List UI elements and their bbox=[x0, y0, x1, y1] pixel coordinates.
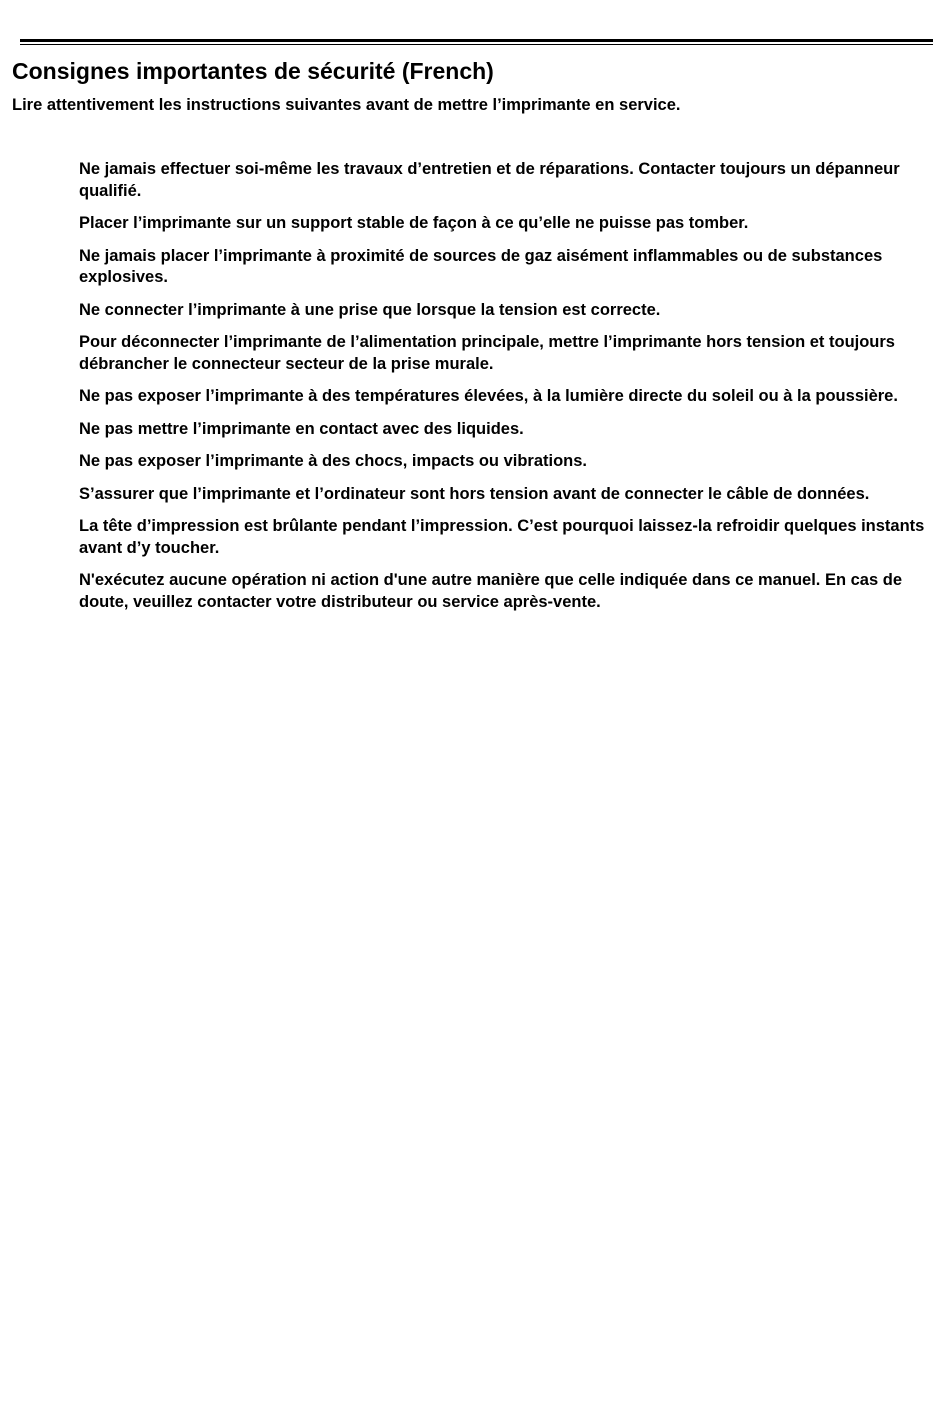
instruction-item: N'exécutez aucune opération ni action d'une autre manière que celle indiquée dans ce manuel. En cas de doute, veuillez contacter votre distributeur ou service après-vente. bbox=[79, 571, 903, 611]
header-rule-thin bbox=[20, 44, 933, 45]
instruction-item: Ne pas exposer l’imprimante à des chocs, impacts ou vibrations. bbox=[79, 452, 588, 470]
instruction-item: Ne jamais effectuer soi-même les travaux d’entretien et de réparations. Contacter toujours un dépanneur qualifié. bbox=[79, 160, 900, 200]
page-subtitle: Lire attentivement les instructions suivantes avant de mettre l’imprimante en service. bbox=[12, 96, 681, 114]
instruction-item: Ne pas mettre l’imprimante en contact avec des liquides. bbox=[79, 419, 524, 438]
instruction-item: Ne jamais placer l’imprimante à proximité de sources de gaz aisément inflammables ou de substances explosives. bbox=[79, 246, 883, 286]
instruction-item: Pour déconnecter l’imprimante de l’alimentation principale, mettre l’imprimante hors tension et toujours débrancher le connecteur secteur de la prise murale. bbox=[79, 333, 895, 373]
page-title: Consignes importantes de sécurité (French) bbox=[12, 58, 494, 84]
header-rule-thick bbox=[20, 39, 933, 42]
instruction-item: Ne connecter l’imprimante à une prise que lorsque la tension est correcte. bbox=[79, 300, 661, 319]
instruction-item: Placer l’imprimante sur un support stable de façon à ce qu’elle ne puisse pas tomber. bbox=[79, 214, 749, 232]
instruction-item: S’assurer que l’imprimante et l’ordinateur sont hors tension avant de connecter le câble de données. bbox=[79, 484, 870, 503]
header-rule bbox=[20, 37, 933, 47]
instruction-item: Ne pas exposer l’imprimante à des températures élevées, à la lumière directe du soleil ou à la poussière. bbox=[79, 387, 898, 405]
instruction-item: La tête d’impression est brûlante pendant l’impression. C’est pourquoi laissez-la refroidir quelques instants avant d’y toucher. bbox=[79, 517, 925, 557]
safety-instructions-list bbox=[79, 159, 935, 624]
